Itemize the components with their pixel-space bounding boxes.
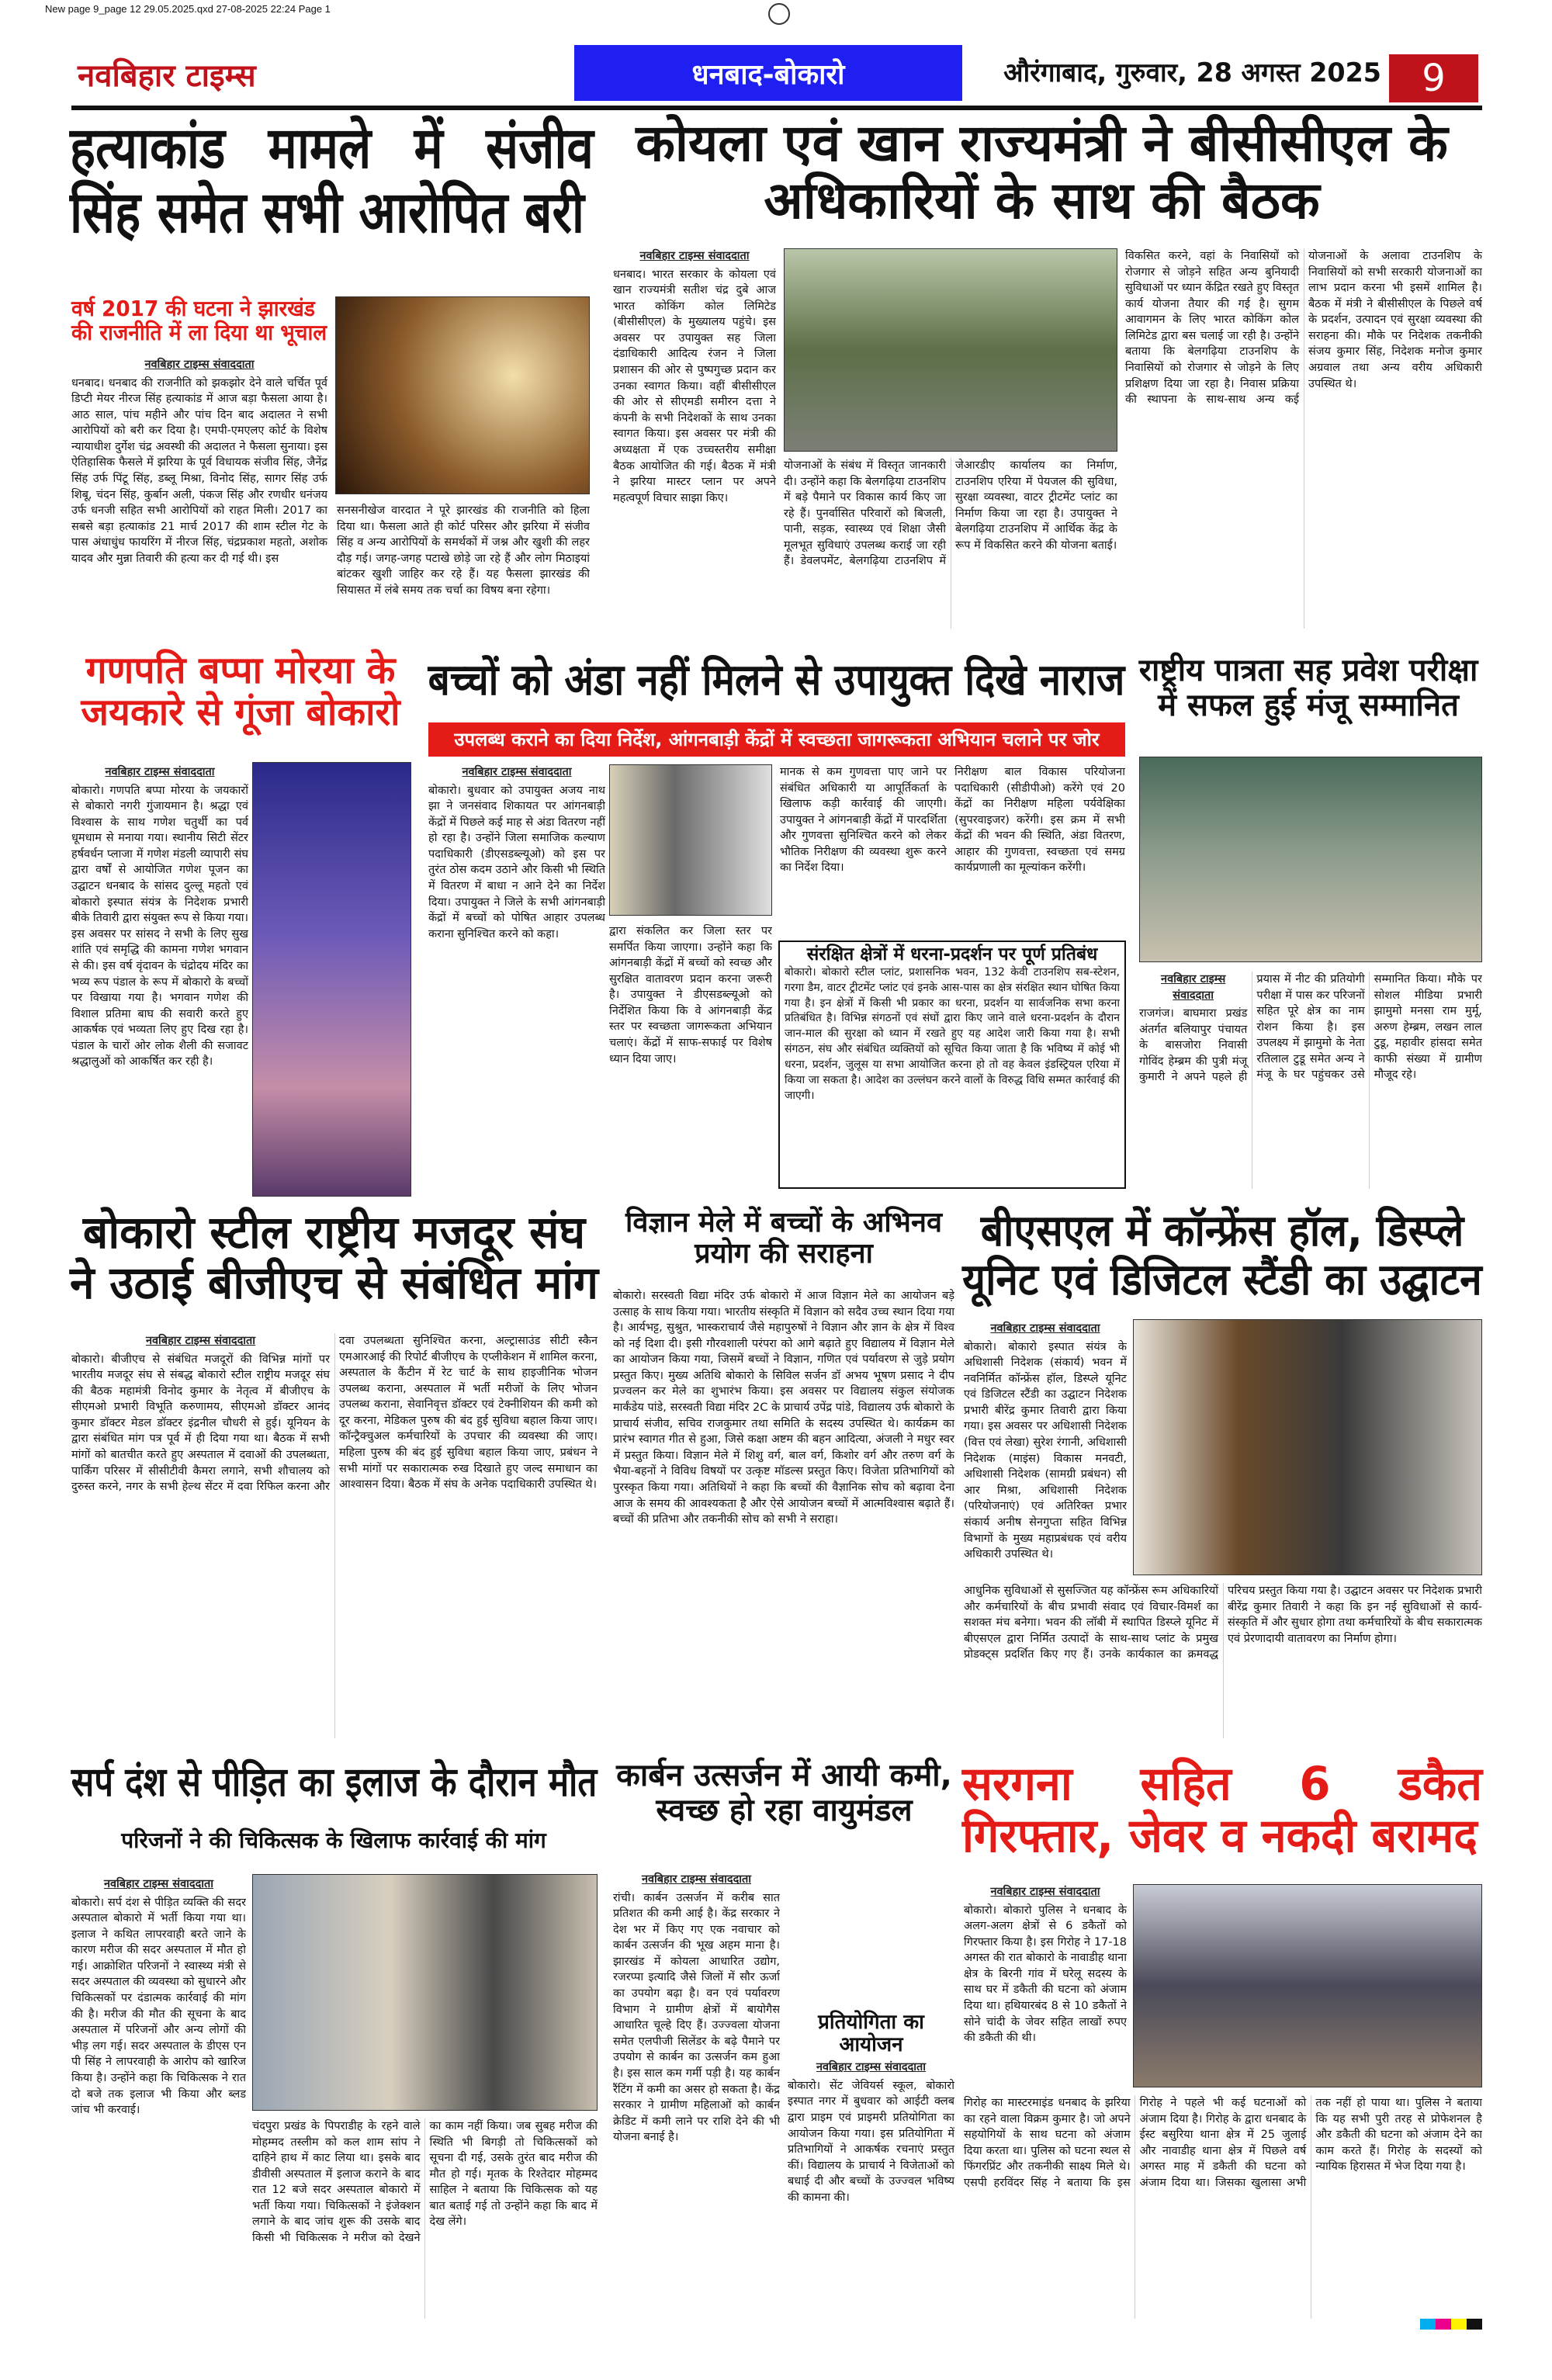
gavel-photo xyxy=(335,296,590,494)
byline: नवबिहार टाइम्स संवाददाता xyxy=(105,766,215,778)
black-swatch xyxy=(1467,2319,1482,2330)
color-registration-bar xyxy=(1420,2319,1482,2330)
inset-box xyxy=(778,941,1126,1189)
arrested-suspects-photo xyxy=(1133,1884,1482,2087)
masthead-logo: नवबिहार टाइम्स xyxy=(78,58,256,94)
story-body xyxy=(1139,972,1482,1189)
story-body xyxy=(613,1872,780,2319)
story-text: रांची। कार्बन उत्सर्जन में करीब सात प्रतिशत की कमी आई है। केंद्र सरकार ने देश भर में किए गए एक नवाचार को कार्बन उत्सर्जन की भूख अहम माना है। झारखंड में कोयला आधारित उद्योग, रजरप्पा इत्यादि जैसे जिलों में सौर ऊर्जा का उपयोग बढ़ा है। वन एवं पर्यावरण विभाग ने ग्रामीण क्षेत्रों में बायोगैस आधारित चूल्हे दिए हैं। उज्ज्वला योजना समेत एलपीजी सिलेंडर के बढ़े पैमाने पर उपयोग से कार्बन का उत्सर्जन कम हुआ है। इस साल कम गर्मी पड़ी है। यह कार्बन रैंटिंग में कमी का असर हो सकता है। केंद्र सरकार ने ग्रामीण महिलाओं को कार्बन क्रेडिट में कमी लाने पर राशि देने की भी योजना बनाई है। xyxy=(613,1891,780,2144)
byline: नवबिहार टाइम्स संवाददाता xyxy=(144,359,255,371)
inset-headline: संरक्षित क्षेत्रों में धरना-प्रदर्शन पर पूर्ण प्रतिबंध xyxy=(806,944,1098,965)
byline: नवबिहार टाइम्स संवाददाता xyxy=(816,2061,927,2074)
byline: नवबिहार टाइम्स संवाददाता xyxy=(990,1322,1100,1335)
masthead-rule xyxy=(71,106,1482,110)
story-body xyxy=(964,1884,1127,2090)
story-text: बोकारो। बोकारो पुलिस ने धनबाद के अलग-अलग क्षेत्रों से 6 डकैतों को गिरफ्तार किया है। इस गिरोह ने 17-18 अगस्त की रात बोकारो के नावाडीह थाना क्षेत्र के बिरनी गांव में घरेलू सदस्य के साथ घर में डकैती की घटना को अंजाम दिया था। हथियारबंद 8 से 10 डकैतों ने सोने चांदी के जेवर सहित लाखों रुपए की डकैती की थी। xyxy=(964,1904,1127,2045)
story-text: राजगंज। बाघमारा प्रखंड अंतर्गत बलियापुर पंचायत के बासजोरा निवासी गोविंद हेम्ब्रम की पुत्री मंजू कुमारी ने अपने पहले ही प्रयास में नीट की प्रतियोगी परीक्षा में पास कर परिजनों सहित पूरे क्षेत्र का नाम रोशन किया है। इस उपलक्ष्य में झामुमो के नेता रतिलाल टुडू समेत अन्य ने मंजू के घर पहुंचकर उसे सम्मानित किया। मौके पर सोशल मीडिया प्रभारी झामुमो मनसा राम मुर्मू, अरुण हेम्ब्रम, लखन लाल टुडू, महावीर हांसदा समेत काफी संख्या में ग्रामीण मौजूद रहे। xyxy=(1139,973,1482,1084)
byline: नवबिहार टाइम्स संवाददाता xyxy=(641,1873,752,1886)
story-body xyxy=(964,1321,1127,1577)
registration-mark-icon xyxy=(768,3,790,25)
byline: नवबिहार टाइम्स संवाददाता xyxy=(1161,973,1226,1002)
cyan-swatch xyxy=(1420,2319,1436,2330)
inauguration-photo xyxy=(1133,1319,1482,1575)
story-strap-band xyxy=(428,722,1125,757)
story-headline: बच्चों को अंडा नहीं मिलने से उपायुक्त दिखे नाराज xyxy=(428,655,1125,705)
inset-body: बोकारो। बोकारो स्टील प्लांट, प्रशासनिक भवन, 132 केवी टाउनशिप सब-स्टेशन, गरगा डैम, वाटर ट्रीटमेंट प्लांट एवं इनके आस-पास का क्षेत्र संरक्षित स्थान घोषित किया गया है। इन क्षेत्रों में किसी भी प्रकार का धरना, प्रदर्शन या सार्वजनिक सभा करना प्रतिबंधित है। विभिन्न संगठनों एवं संघों द्वारा किए जाने वाले धरना-प्रदर्शन के दौरान जान-माल की सुरक्षा को ध्यान में रखते हुए यह आदेश जारी किया गया है। सभी संगठन, संघ और संबंधित व्यक्तियों को सूचित किया जाता है कि भविष्य में कोई भी धरना, प्रदर्शन, जुलूस या सभा आयोजित करना हो तो वह केवल इंडस्ट्रियल एरिया में किया जा सकता है। आदेश का उल्लंघन करने वालों के विरुद्ध विधि सम्मत कार्रवाई की जाएगी। xyxy=(785,965,1120,1102)
story-body xyxy=(71,357,327,629)
print-slug: New page 9_page 12 29.05.2025.qxd 27-08-2025 22:24 Page 1 xyxy=(45,3,331,15)
story-body xyxy=(71,1876,246,2319)
byline: नवबिहार टाइम्स संवाददाता xyxy=(145,1335,256,1347)
hospital-photo xyxy=(252,1874,598,2111)
story-body-continued: आधुनिक सुविधाओं से सुसज्जित यह कॉन्फ्रेंस रूम अधिकारियों और कर्मचारियों के बीच प्रभावी संवाद एवं विचार-विमर्श का सशक्त मंच बनेगा। भवन की लॉबी में स्थापित डिस्प्ले यूनिट में बीएसएल द्वारा निर्मित उत्पादों के साथ-साथ प्लांट के प्रमुख प्रोडक्ट्स प्रदर्शित किए गए हैं। उनके कार्यकाल का क्रमवद्ध परिचय प्रस्तुत किया गया है। उद्घाटन अवसर पर निदेशक प्रभारी बीरेंद्र कुमार तिवारी ने कहा कि इन नई सुविधाओं से कार्य-संस्कृति में और सुधार होगा तथा कर्मचारियों के बीच सकारात्मक एवं प्रेरणादायी वातावरण का निर्माण होगा। xyxy=(964,1585,1482,1661)
story-body xyxy=(428,764,605,1187)
story-inset xyxy=(788,1872,954,2319)
story-headline: हत्याकांड मामले में संजीव सिंह समेत सभी आरोपित बरी xyxy=(70,115,594,246)
story-text: बोकारो। बुधवार को उपायुक्त अजय नाथ झा ने जनसंवाद शिकायत पर आंगनबाड़ी केंद्रों में पिछले कई माह से अंडा वितरण नहीं हो रहा है। उन्होंने जिला समाजिक कल्याण पदाधिकारी (डीएसडब्ल्यूओ) को इस पर तुरंत ठोस कदम उठाने और किसी भी स्थिति में वितरण में बाधा न आने देने का निर्देश दिया। उपायुक्त ने जिले के सभी आंगनबाड़ी केंद्रों में बच्चों को पोषित आहार उपलब्ध कराना सुनिश्चित करने को कहा। xyxy=(428,784,605,941)
story-body-continued: सनसनीखेज वारदात ने पूरे झारखंड की राजनीति को हिला दिया था। फैसला आते ही कोर्ट परिसर और झरिया में संजीव सिंह व अन्य आरोपियों के समर्थकों में जश्न और खुशी की लहर दौड़ गई। जगह-जगह पटाखे छोड़े जा रहे हैं और लोग मिठाइयां बांटकर खुशी जाहिर कर रहे हैं। यह फैसला झारखंड की सियासत में लंबे समय तक चर्चा का विषय बना रहेगा। xyxy=(337,504,590,597)
story-body-continued: योजनाओं के संबंध में विस्तृत जानकारी दी। उन्होंने कहा कि बेलगढ़िया टाउनशिप में बड़े पैमाने पर विकास कार्य किए जा रहे हैं। पुनर्वासित परिवारों को बिजली, पानी, सड़क, स्वास्थ्य एवं शिक्षा जैसी मूलभूत सुविधाएं उपलब्ध कराई जा रही हैं। डेवलपमेंट, बेलगढ़िया टाउनशिप में जेआरडीए कार्यालय का निर्माण, टाउनशिप एरिया में पेयजल की सुविधा, सुरक्षा व्यवस्था, वाटर ट्रीटमेंट प्लांट का निर्माण किया जा रहा है। उपायुक्त ने बेलगढ़िया टाउनशिप में आर्थिक केंद्र के रूप में विकसित करने की योजना बताई। xyxy=(784,459,1117,568)
story-body xyxy=(71,1333,598,1738)
story-headline: सर्प दंश से पीड़ित का इलाज के दौरान मौत xyxy=(71,1759,598,1806)
story-body-continued: निरीक्षण बाल विकास परियोजना पदाधिकारी (सीडीपीओ) करेंगे एवं 20 केंद्रों का निरीक्षण महिला पर्यवेक्षिका (सुपरवाइजर) करेंगी। इस क्रम में सभी केंद्रों की भवन की स्थिति, अंडा वितरण, आहार की गुणवत्ता, स्वच्छता एवं समग्र कार्यप्रणाली का मूल्यांकन करेंगी। xyxy=(954,766,1125,875)
yellow-swatch xyxy=(1451,2319,1467,2330)
story-headline: कोयला एवं खान राज्यमंत्री ने बीसीसीएल के अधिकारियों के साथ की बैठक xyxy=(636,113,1448,230)
story-text: धनबाद। धनबाद की राजनीति को झकझोर देने वाले चर्चित पूर्व डिप्टी मेयर नीरज सिंह हत्याकांड में आज बड़ा फैसला आया है। आठ साल, पांच महीने और पांच दिन बाद अदालत ने सभी आरोपियों को बरी कर दिया है। एमपी-एमएलए कोर्ट के विशेष न्यायाधीश दुर्गेश चंद्र अवस्थी की अदालत ने फैसला सुनाया। इस ऐतिहासिक फैसले में झरिया के पूर्व विधायक संजीव सिंह, जैनेंद्र सिंह उर्फ पिंटू सिंह, डब्लू मिश्रा, विनोद सिंह, सागर सिंह उर्फ शिबू, चंदन सिंह, कुर्बान अली, पंकज सिंह और रणधीर धनंजय उर्फ धनजी सहित सभी आरोपियों को राहत मिली। 2017 का सबसे बड़ा हत्याकांड 21 मार्च 2017 की शाम स्टील गेट के पास अंधाधुंध फायरिंग में नीरज सिंह, चंद्रप्रकाश महतो, अशोक यादव और मुन्ना तिवारी की हत्या कर दी गई थी। इस xyxy=(71,376,327,565)
story-body-continued: विकसित करने, वहां के निवासियों को रोजगार से जोड़ने सहित अन्य बुनियादी सुविधाओं पर ध्यान केंद्रित रखते हुए विस्तृत कार्य योजना तैयार की गई है। सुगम आवागमन के लिए भारत कोकिंग कोल लिमिटेड द्वारा बस चलाई जा रही है। उन्होंने बताया कि बेलगढ़िया टाउनशिप के निवासियों को रोजगार से जोड़ने के लिए प्रशिक्षण दिया जा रहा है। निवास प्रक्रिया की स्थापना के साथ-साथ अन्य कई योजनाओं के अलावा टाउनशिप के निवासियों को सभी सरकारी योजनाओं का लाभ प्रदान करना भी इसमें शामिल है। बैठक में मंत्री ने बीसीसीएल के पिछले वर्ष के प्रदर्शन, उत्पादन एवं सुरक्षा व्यवस्था की सराहना की। मौके पर निदेशक तकनीकी संजय कुमार सिंह, निदेशक मनोज कुमार अग्रवाल तथा अन्य वरीय अधिकारी उपस्थित थे। xyxy=(1125,250,1482,407)
story-text: बोकारो। बीजीएच से संबंधित मजदूरों की विभिन्न मांगों पर भारतीय मजदूर संघ से संबद्ध बोकारो स्टील राष्ट्रीय मजदूर संघ की बैठक महामंत्री विनोद कुमार के नेतृत्व में बीजीएच के सीएमओ प्रभारी विभूति करुणामय, सीएमओ डॉक्टर आनंद कुमार डॉक्टर मेडल डॉक्टर इंद्रनील चौधरी से हुई। यूनियन के द्वारा संबंधित मांग पत्र पूर्व में ही दिया गया था। बैठक में सभी मांगों को बातचीत करते हुए अस्पताल में दवाओं की उपलब्धता, पार्किंग परिसर में सीसीटीवी कैमरा लगाने, सभी शौचालय को दुरुस्त करने, नगर के सभी हेल्थ सेंटर में दवा रिफिल करना और दवा उपलब्धता सुनिश्चित करना, अल्ट्रासाउंड सीटी स्कैन एमआरआई की रिपोर्ट बीजीएच के एप्लीकेशन में शामिल करना, अस्पताल के कैंटीन में रेट चार्ट के साथ हाइजीनिक भोजन उपलब्ध कराना, अस्पताल में भर्ती मरीजों के लिए भोजन उपलब्ध कराना, सेवानिवृत्त डॉक्टर एवं टेक्नीशियन की कमी को दूर करना, मेडिकल पुरुष की बंद हुई सुविधा बहाल किया जाए। कॉन्ट्रैक्चुअल कर्मचारियों के उपचार की व्यवस्था की जाए। महिला पुरुष की बंद हुई सुविधा बहाल किया जाए, प्रबंधन ने सभी मांगों पर सकारात्मक रुख दिखाते हुए जल्द समाधान का आश्वासन दिया। बैठक में संघ के अनेक पदाधिकारी उपस्थित थे। xyxy=(71,1335,598,1494)
story-headline: कार्बन उत्सर्जन में आयी कमी, स्वच्छ हो रहा वायुमंडल xyxy=(616,1758,952,1828)
story-headline: गणपति बप्पा मोरया के जयकारे से गूंजा बोकारो xyxy=(81,649,400,734)
story-strap-text: उपलब्ध कराने का दिया निर्देश, आंगनबाड़ी केंद्रों में स्वच्छता जागरूकता अभियान चलाने पर जोर xyxy=(454,729,1100,750)
byline: नवबिहार टाइम्स संवाददाता xyxy=(990,1886,1100,1898)
byline: नवबिहार टाइम्स संवाददाता xyxy=(462,766,572,778)
story-body: बोकारो। सरस्वती विद्या मंदिर उर्फ बोकारो में आज विज्ञान मेले का आयोजन बड़े उत्साह के साथ किया गया। भारतीय संस्कृति में विज्ञान को सदैव उच्च स्थान दिया गया है। आर्यभट्ट, सुश्रुत, भास्कराचार्य जैसे महापुरुषों ने विज्ञान और ज्ञान के क्षेत्र में विश्व को नई दिशा दी। इसी गौरवशाली परंपरा को आगे बढ़ाते हुए विद्यालय में विज्ञान मेले का आयोजन किया गया, जिसमें बच्चों ने विज्ञान, गणित एवं पर्यावरण से जुड़े प्रयोग प्रस्तुत किए। मुख्य अतिथि बोकारो के सिविल सर्जन डॉ अभय भूषण प्रसाद ने दीप प्रज्वलन कर मेले का शुभारंभ किया। इस अवसर पर विद्यालय संकुल संयोजक मार्कंडेय पांडे, सरस्वती विद्या मंदिर 2C के प्राचार्य उपेंद्र पांडे, विद्यालय उर्फ बोकारो के प्राचार्य संजीव, सचिव राजकुमार तथा समिति के सदस्य उपस्थित थे। कार्यक्रम का प्रारंभ स्वागत गीत से हुआ, जिसे कक्षा अष्टम की बहन आदित्या, अंजली ने मधुर स्वर में प्रस्तुत किया। विज्ञान मेले में शिशु वर्ग, बाल वर्ग, किशोर वर्ग और तरुण वर्ग के भैया-बहनों ने विविध विषयों पर उत्कृष्ट मॉडल्स प्रस्तुत किए। विजेता प्रतिभागियों को पुरस्कृत किया गया। अतिथियों ने कहा कि बच्चों की वैज्ञानिक सोच को बढ़ावा देना आज के समय की आवश्यकता है और ऐसे आयोजन बच्चों में आत्मविश्वास बढ़ाते हैं। बच्चों की प्रतिभा और तकनीकी सोच को सभी ने सराहा। xyxy=(613,1290,954,1526)
story-subhead: परिजनों ने की चिकित्सक के खिलाफ कार्रवाई की मांग xyxy=(121,1827,546,1853)
story-headline: विज्ञान मेले में बच्चों के अभिनव प्रयोग की सराहना xyxy=(625,1207,942,1270)
story-subhead: वर्ष 2017 की घटना ने झारखंड की राजनीति में ला दिया था भूचाल xyxy=(71,296,327,346)
story-headline: राष्ट्रीय पात्रता सह प्रवेश परीक्षा में सफल हुई मंजू सम्मानित xyxy=(1138,653,1478,723)
inset-headline: प्रतियोगिता का आयोजन xyxy=(818,2011,924,2057)
story-body-continued: चंदपुरा प्रखंड के पिपराडीह के रहने वाले मोहम्मद तस्लीम को कल शाम सांप ने दाहिने हाथ में काट लिया था। इसके बाद डीवीसी अस्पताल में इलाज कराने के बाद रात 12 बजे सदर अस्पताल बोकारो में भर्ती किया गया। चिकित्सकों ने इंजेक्शन लगाने के बाद जांच शुरू की उसके बाद किसी भी चिकित्सक ने मरीज को देखने का काम नहीं किया। जब सुबह मरीज की स्थिति भी बिगड़ी तो चिकित्सकों को सूचना दी गई, उसके तुरंत बाद मरीज की मौत हो गई। मृतक के रिश्तेदार मोहम्मद साहिल ने बताया कि चिकित्सक को यह बात बताई गई तो उन्होंने कहा कि बाद में देख लेंगे। xyxy=(252,2120,598,2245)
dateline: औरंगाबाद, गुरुवार, 28 अगस्त 2025 xyxy=(1003,57,1381,88)
story-headline: सरगना सहित 6 डकैत गिरफ्तार, जेवर व नकदी बरामद xyxy=(962,1757,1482,1864)
ganesh-idol-photo xyxy=(252,762,411,1197)
story-body-continued: गिरोह का मास्टरमाइंड धनबाद के झरिया का रहने वाला विक्रम कुमार है। जो अपने सहयोगियों के साथ घटना को अंजाम दिया करता था। पुलिस को घटना स्थल से फिंगरप्रिंट और तकनीकी साक्ष्य मिले थे। एसपी हरविंदर सिंह ने बताया कि इस गिरोह ने पहले भी कई घटनाओं को अंजाम दिया है। गिरोह के द्वारा धनबाद के ईस्ट बसुरिया थाना क्षेत्र में 25 जुलाई और नावाडीह थाना क्षेत्र में पिछले वर्ष अगस्त माह में डकैती की घटना को अंजाम दिया था। जिसका खुलासा अभी तक नहीं हो पाया था। पुलिस ने बताया कि यह सभी पुरी तरह से प्रोफेशनल है और डकैती की घटना को अंजाम देने का काम करते हैं। गिरोह के सदस्यों को न्यायिक हिरासत में भेज दिया गया है। xyxy=(964,2097,1482,2189)
story-text: बोकारो। सर्प दंश से पीड़ित व्यक्ति की सदर अस्पताल बोकारो में भर्ती किया गया था। इलाज ने कथित लापरवाही बरते जाने के कारण मरीज की सदर अस्पताल में मौत हो गई। आक्रोशित परिजनों ने स्वास्थ्य मंत्री से सदर अस्पताल की व्यवस्था को सुधारने और चिकित्सकों पर दंडात्मक कार्रवाई की मांग की है। मरीज की मौत की सूचना के बाद अस्पताल में परिजनों और अन्य लोगों की भीड़ लग गई। सदर अस्पताल के डीएस एन पी सिंह ने लापरवाही के आरोप को खारिज किया है। उन्होंने कहा कि चिकित्सक ने रात दो बजे तक इलाज भी किया और ब्लड जांच भी करवाई। xyxy=(71,1896,246,2117)
edition-banner xyxy=(574,45,962,101)
story-headline: बोकारो स्टील राष्ट्रीय मजदूर संघ ने उठाई बीजीएच से संबंधित मांग xyxy=(69,1206,598,1309)
story-body xyxy=(613,248,776,629)
magenta-swatch xyxy=(1436,2319,1451,2330)
inset-body xyxy=(788,2060,954,2308)
story-text: बोकारो। बोकारो इस्पात संयंत्र के अधिशासी निदेशक (संकार्य) भवन में नवनिर्मित कॉन्फ्रेंस हॉल, डिस्प्ले यूनिट एवं डिजिटल स्टैंडी का उद्घाटन निदेशक प्रभारी बीरेंद्र कुमार तिवारी द्वारा किया गया। इस अवसर पर अधिशासी निदेशक (वित्त एवं लेखा) सुरेश रंगानी, अधिशासी निदेशक (माइंस) विकास मनवटी, अधिशासी निदेशक (सामग्री प्रबंधन) सी आर मिश्रा, अधिशासी निदेशक (परियोजनाएं) एवं अतिरिक्त प्रभार संकार्य अनीष सेनगुप्ता सहित विभिन्न विभागों के मुख्य महाप्रबंधक एवं वरीय अधिकारी उपस्थित थे। xyxy=(964,1340,1127,1561)
edition-name: धनबाद-बोकारो xyxy=(691,58,845,91)
story-headline: बीएसएल में कॉन्फ्रेंस हॉल, डिस्प्ले यूनिट एवं डिजिटल स्टैंडी का उद्घाटन xyxy=(962,1206,1482,1305)
felicitation-photo xyxy=(1139,757,1482,962)
byline: नवबिहार टाइम्स संवाददाता xyxy=(103,1878,214,1890)
byline: नवबिहार टाइम्स संवाददाता xyxy=(639,250,750,262)
story-body xyxy=(71,764,248,1183)
story-body-continued: मानक से कम गुणवत्ता पाए जाने पर संबंधित अधिकारी या आपूर्तिकर्ता के खिलाफ कड़ी कार्रवाई की जाएगी। उपायुक्त ने आंगनबाड़ी केंद्रों में पारदर्शिता और गुणवत्ता सुनिश्चित करने को लेकर भौतिक निरीक्षण की व्यवस्था शुरू करने का निर्देश दिया। xyxy=(780,766,947,875)
story-body-continued: द्वारा संकलित कर जिला स्तर पर समर्पित किया जाएगा। उन्होंने कहा कि आंगनबाड़ी केंद्रों में बच्चों को स्वच्छ और सुरक्षित वातावरण प्रदान करना जरूरी है। उपायुक्त ने डीएसडब्ल्यूओ को निर्देशित किया कि वे आंगनबाड़ी केंद्र स्तर पर स्वच्छता जागरूकता अभियान चलाएं। केंद्रों में साफ-सफाई पर विशेष ध्यान दिया जाए। xyxy=(609,925,772,1065)
deputy-commissioner-photo xyxy=(609,764,772,916)
page-number: 9 xyxy=(1389,54,1478,102)
story-text: धनबाद। भारत सरकार के कोयला एवं खान राज्यमंत्री सतीश चंद्र दुबे आज भारत कोकिंग कोल लिमिटेड (बीसीसीएल) के मुख्यालय पहुंचे। इस अवसर पर उपायुक्त सह जिला दंडाधिकारी आदित्य रंजन ने जिला प्रशासन की ओर से पुष्पगुच्छ प्रदान कर उनका स्वागत किया। वहीं बीसीसीएल की ओर से सीएमडी समीरन दत्ता ने कंपनी के सभी निदेशकों के साथ उनका स्वागत किया। इस अवसर पर मंत्री की अध्यक्षता में एक उच्चस्तरीय समीक्षा बैठक आयोजित की गई। बैठक में मंत्री ने झरिया मास्टर प्लान पर अपने महत्वपूर्ण विचार साझा किए। xyxy=(613,268,776,504)
minister-visit-photo xyxy=(784,248,1117,452)
story-text: बोकारो। गणपति बप्पा मोरया के जयकारों से बोकारो नगरी गुंजायमान है। श्रद्धा एवं विश्वास के साथ गणेश चतुर्थी का पर्व धूमधाम से मनाया गया। स्थानीय सिटी सेंटर हर्षवर्धन प्लाजा में गणेश मंडली व्यापारी संघ द्वारा वर्षों से आयोजित गणेश पूजन का उद्घाटन धनबाद के सांसद दुल्लू महतो एवं बोकारो इस्पात संयंत्र के निदेशक प्रभारी बीके तिवारी द्वारा संयुक्त रूप से किया गया। इस अवसर पर सांसद ने सभी के लिए सुख शांति एवं समृद्धि की कामना गणेश भगवान से की। इस वर्ष वृंदावन के चंद्रोदय मंदिर का भव्य रूप पंडाल के रूप में बोकारो के बच्चों पर विखाया गया है। भगवान गणेश की विशाल प्रतिमा बाघ की सवारी करते हुए आकर्षक एवं भव्यता लिए हुए दिख रहा है। पंडाल के चारों ओर लोक शैली की सजावट श्रद्धालुओं को आकर्षित कर रही है। xyxy=(71,784,248,1069)
story-text: बोकारो। सेंट जेवियर्स स्कूल, बोकारो इस्पात नगर में बुधवार को आईटी क्लब द्वारा प्राइम एवं प्राइमरी प्रतियोगिता का आयोजन किया गया। इस प्रतियोगिता में प्रतिभागियों ने आकर्षक रचनाएं प्रस्तुत कीं। विद्यालय के प्राचार्य ने विजेताओं को बधाई दी और बच्चों के उज्ज्वल भविष्य की कामना की। xyxy=(788,2079,954,2204)
